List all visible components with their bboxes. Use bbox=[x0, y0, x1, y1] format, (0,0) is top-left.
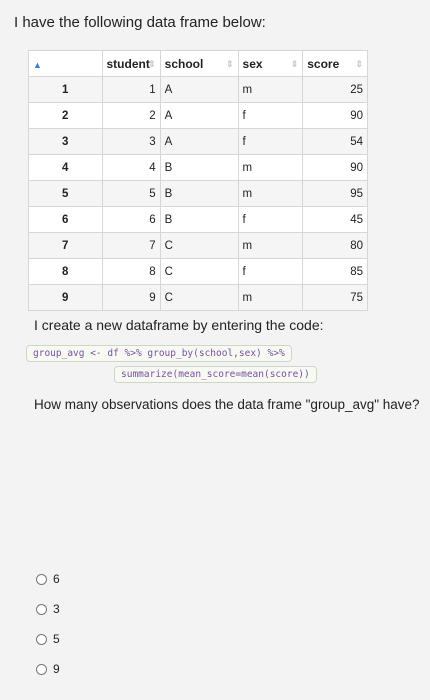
score-cell: 85 bbox=[303, 259, 368, 285]
row-index: 8 bbox=[29, 259, 103, 285]
score-cell: 90 bbox=[303, 103, 368, 129]
sex-cell: m bbox=[238, 233, 303, 259]
student-cell: 1 bbox=[102, 77, 160, 103]
sort-icon: ⇕ bbox=[290, 59, 299, 69]
table-row bbox=[29, 103, 368, 129]
sort-up-icon: ▲ bbox=[33, 59, 42, 70]
school-cell: B bbox=[160, 207, 238, 233]
row-index: 4 bbox=[29, 155, 103, 181]
column-header-school[interactable]: school ⇕ bbox=[160, 51, 238, 77]
answer-option[interactable]: 9 bbox=[36, 662, 60, 676]
sex-cell: m bbox=[238, 285, 303, 311]
row-index: 9 bbox=[29, 285, 103, 311]
score-cell: 80 bbox=[303, 233, 368, 259]
score-cell: 54 bbox=[303, 129, 368, 155]
radio-button[interactable] bbox=[36, 634, 47, 645]
question-text: How many observations does the data frame "group_avg" have? bbox=[34, 397, 420, 412]
column-header-score[interactable]: score ⇕ bbox=[303, 51, 368, 77]
student-cell: 6 bbox=[102, 207, 160, 233]
row-index: 1 bbox=[29, 77, 103, 103]
sort-icon: ⇕ bbox=[148, 59, 156, 69]
answer-option[interactable]: 3 bbox=[36, 602, 60, 616]
table-body bbox=[29, 77, 368, 311]
student-cell: 8 bbox=[102, 259, 160, 285]
student-cell: 5 bbox=[102, 181, 160, 207]
radio-button[interactable] bbox=[36, 574, 47, 585]
score-cell: 90 bbox=[303, 155, 368, 181]
sort-icon: ⇕ bbox=[225, 59, 234, 69]
row-index: 2 bbox=[29, 103, 103, 129]
table-row bbox=[29, 129, 368, 155]
sex-cell: m bbox=[238, 181, 303, 207]
table-row bbox=[29, 77, 368, 103]
student-cell: 2 bbox=[102, 103, 160, 129]
score-cell: 75 bbox=[303, 285, 368, 311]
sex-cell: f bbox=[238, 103, 303, 129]
score-cell: 95 bbox=[303, 181, 368, 207]
radio-button[interactable] bbox=[36, 604, 47, 615]
column-header-sex[interactable]: sex ⇕ bbox=[238, 51, 303, 77]
sort-icon: ⇕ bbox=[355, 59, 363, 69]
school-cell: C bbox=[160, 233, 238, 259]
school-cell: A bbox=[160, 103, 238, 129]
sex-cell: m bbox=[238, 77, 303, 103]
school-cell: C bbox=[160, 285, 238, 311]
answer-option[interactable]: 5 bbox=[36, 632, 60, 646]
table-row bbox=[29, 285, 368, 311]
school-cell: A bbox=[160, 129, 238, 155]
sex-cell: m bbox=[238, 155, 303, 181]
table-row bbox=[29, 259, 368, 285]
score-cell: 25 bbox=[303, 77, 368, 103]
school-cell: A bbox=[160, 77, 238, 103]
student-cell: 9 bbox=[102, 285, 160, 311]
sex-cell: f bbox=[238, 207, 303, 233]
index-header[interactable] bbox=[29, 51, 103, 77]
table-row bbox=[29, 155, 368, 181]
table-row bbox=[29, 207, 368, 233]
student-cell: 7 bbox=[102, 233, 160, 259]
code-line-1: group_avg <- df %>% group_by(school,sex) %>% bbox=[26, 345, 292, 362]
code-intro-text: I create a new dataframe by entering the code: bbox=[34, 317, 324, 333]
column-header-student[interactable]: student ⇕ bbox=[102, 51, 160, 77]
student-cell: 3 bbox=[102, 129, 160, 155]
data-frame-table bbox=[28, 50, 368, 311]
code-line-2: summarize(mean_score=mean(score)) bbox=[114, 366, 317, 383]
sex-cell: f bbox=[238, 259, 303, 285]
row-index: 6 bbox=[29, 207, 103, 233]
school-cell: B bbox=[160, 155, 238, 181]
row-index: 5 bbox=[29, 181, 103, 207]
row-index: 3 bbox=[29, 129, 103, 155]
row-index: 7 bbox=[29, 233, 103, 259]
table-row bbox=[29, 233, 368, 259]
student-cell: 4 bbox=[102, 155, 160, 181]
intro-text: I have the following data frame below: bbox=[14, 14, 266, 31]
school-cell: C bbox=[160, 259, 238, 285]
sex-cell: f bbox=[238, 129, 303, 155]
score-cell: 45 bbox=[303, 207, 368, 233]
answer-option[interactable]: 6 bbox=[36, 572, 60, 586]
radio-button[interactable] bbox=[36, 664, 47, 675]
table-row bbox=[29, 181, 368, 207]
school-cell: B bbox=[160, 181, 238, 207]
